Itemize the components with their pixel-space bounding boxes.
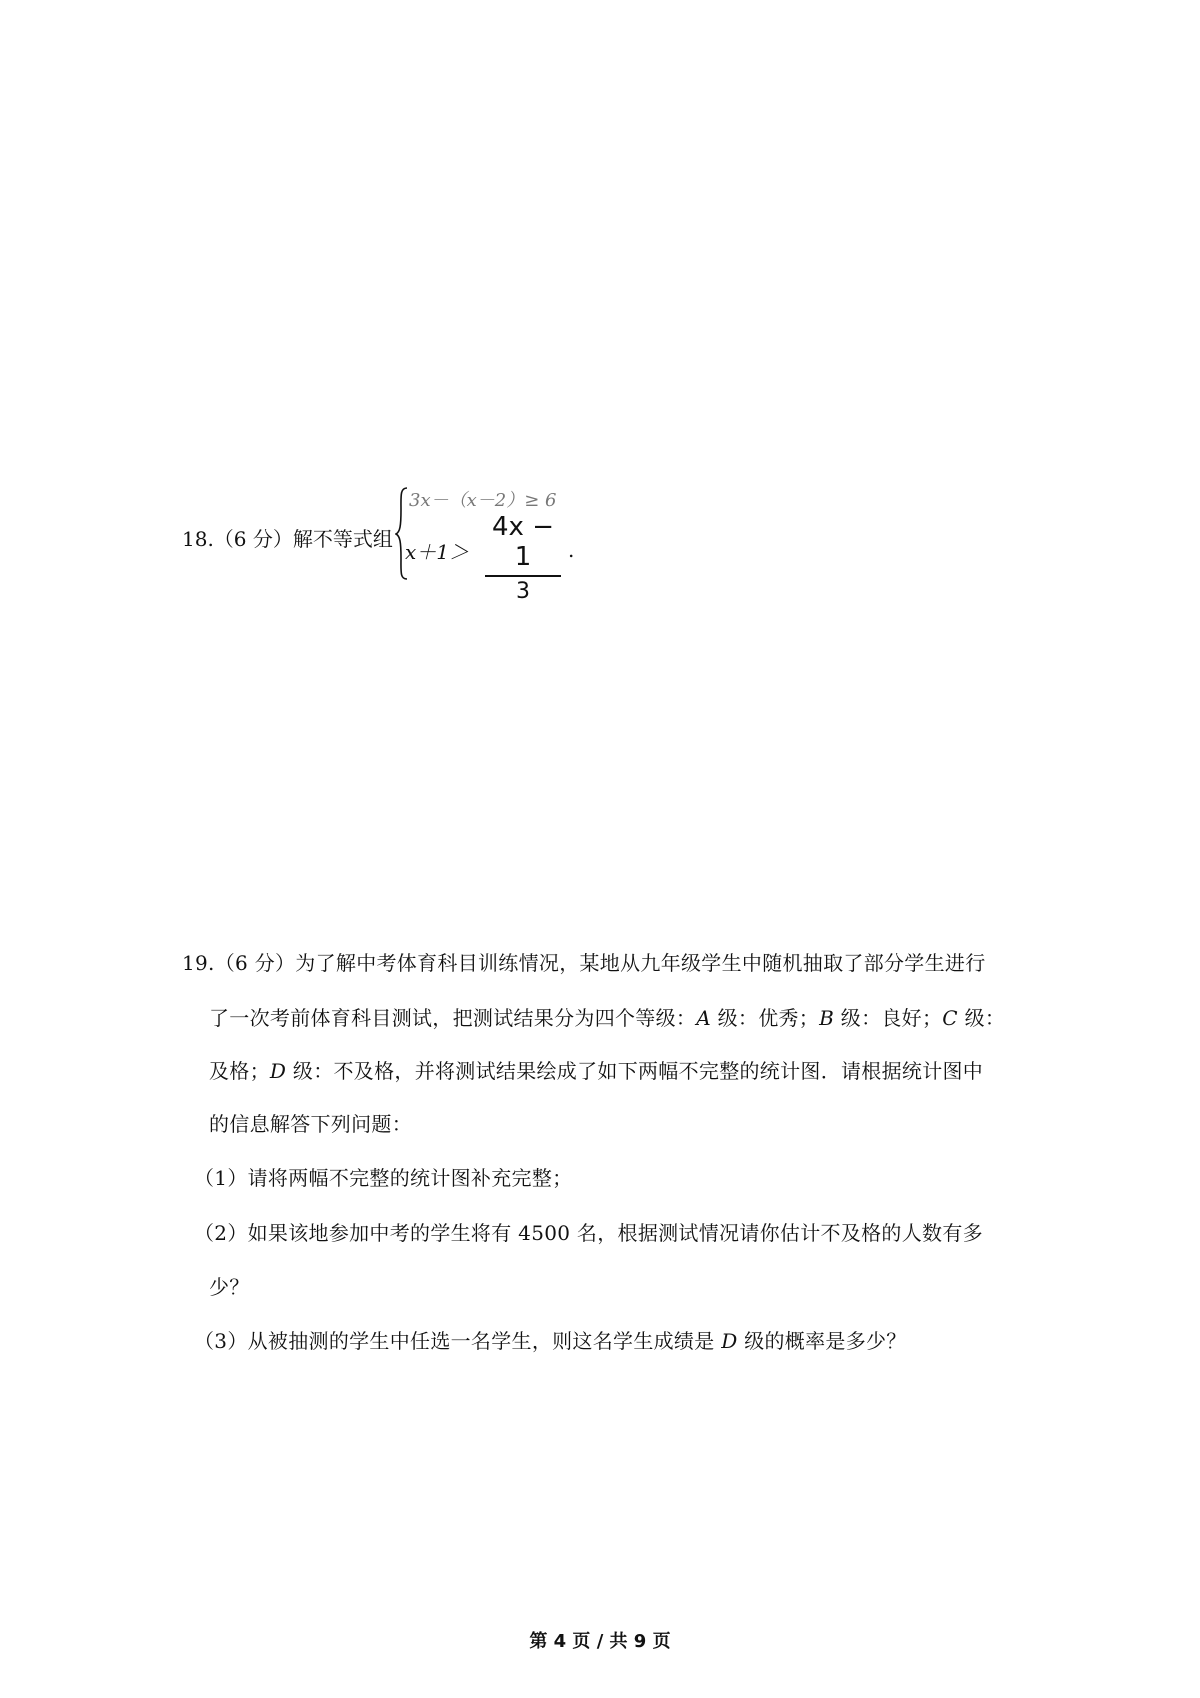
question-18-label: 18.（6 分）解不等式组 — [182, 527, 393, 551]
inequality-1: 3x－（x－2）≥ 6 — [409, 490, 557, 511]
fraction-bar — [485, 575, 561, 577]
fraction-denominator: 3 — [516, 578, 530, 604]
end-period: . — [568, 538, 575, 562]
sub-question-2-continued: 少？ — [209, 1275, 250, 1299]
sub-question-2: （2）如果该地参加中考的学生将有 4500 名，根据测试情况请你估计不及格的人数有多 — [194, 1221, 983, 1245]
sub-question-3: （3）从被抽测的学生中任选一名学生，则这名学生成绩是 D 级的概率是多少？ — [194, 1329, 907, 1353]
question-19-line-4: 的信息解答下列问题： — [209, 1112, 412, 1136]
question-19-line-3: 及格；D 级：不及格，并将测试结果绘成了如下两幅不完整的统计图．请根据统计图中 — [209, 1059, 984, 1083]
inequality-2-left: x＋1＞ — [405, 540, 470, 564]
page-footer: 第 4 页 / 共 9 页 — [529, 1631, 671, 1652]
fraction-numerator: 4x − 1 — [492, 512, 554, 572]
question-19-line-2: 了一次考前体育科目测试，把测试结果分为四个等级：A 级：优秀；B 级：良好；C 级： — [209, 1006, 1006, 1030]
left-brace — [395, 486, 409, 581]
fraction — [485, 512, 561, 605]
question-19-line-1: 19.（6 分）为了解中考体育科目训练情况，某地从九年级学生中随机抽取了部分学生进行 — [182, 951, 986, 975]
sub-question-1: （1）请将两幅不完整的统计图补充完整； — [194, 1166, 573, 1190]
